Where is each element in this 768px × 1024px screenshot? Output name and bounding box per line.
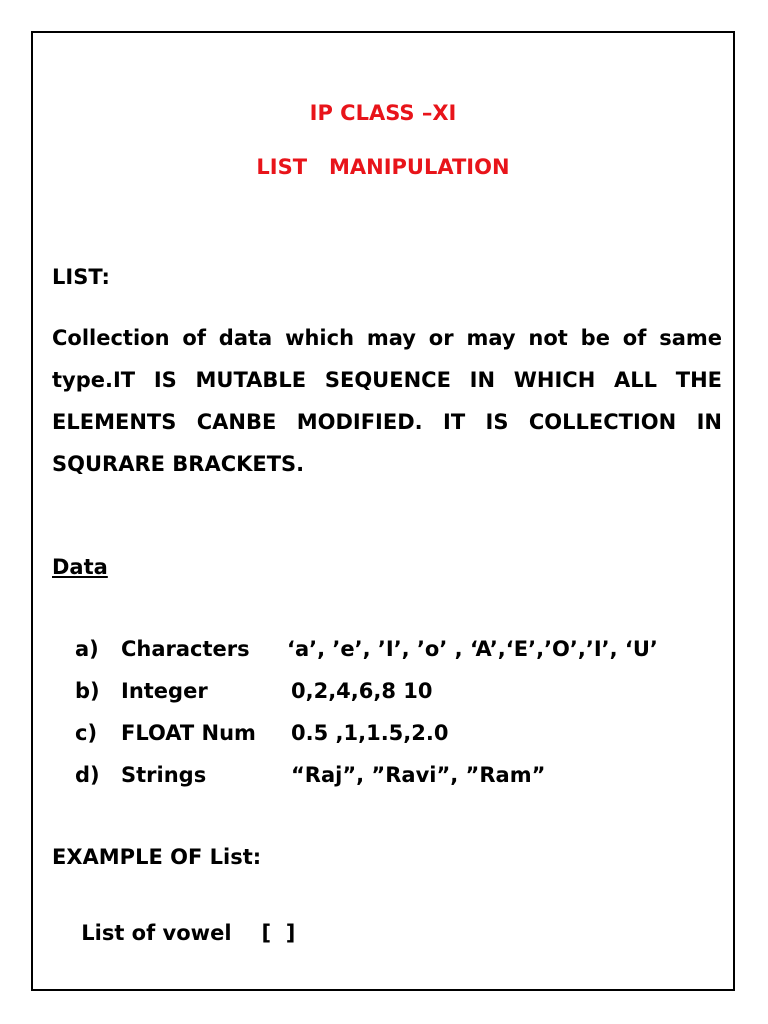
list-item-value: ‘a’, ’e’, ’I’, ’o’ , ‘A’,‘E’,’O’,’I’, ‘U’ xyxy=(287,637,658,661)
example-heading: EXAMPLE OF List: xyxy=(52,845,262,869)
document-page xyxy=(31,31,735,991)
data-list-item xyxy=(75,721,715,755)
data-list-item xyxy=(75,637,715,671)
list-definition-paragraph: Collection of data which may or may not be of same type.IT IS MUTABLE SEQUENCE IN WHICH ALL THE ELEMENTS CANBE MODIFIED. IT IS COLLECTION IN SQURARE BRACKETS. xyxy=(52,326,722,476)
data-list-item xyxy=(75,679,715,713)
data-list-item xyxy=(75,763,715,797)
list-item-value: “Raj”, ”Ravi”, ”Ram” xyxy=(291,763,546,787)
list-item-label: Integer xyxy=(121,679,208,703)
document-title: IP CLASS –XI xyxy=(309,101,457,125)
list-item-label: FLOAT Num xyxy=(121,721,256,745)
example-line xyxy=(52,897,295,969)
list-heading: LIST: xyxy=(52,265,110,289)
list-item-marker: d) xyxy=(75,763,100,787)
list-item-marker: b) xyxy=(75,679,100,703)
list-item-label: Strings xyxy=(121,763,207,787)
example-label: List of vowel xyxy=(81,921,232,945)
list-item-value: 0.5 ,1,1.5,2.0 xyxy=(291,721,449,745)
list-item-marker: c) xyxy=(75,721,98,745)
example-brackets: [ ] xyxy=(261,921,296,945)
document-subtitle: LIST MANIPULATION xyxy=(256,155,510,179)
list-item-label: Characters xyxy=(121,637,250,661)
list-item-value: 0,2,4,6,8 10 xyxy=(291,679,433,703)
list-item-marker: a) xyxy=(75,637,99,661)
data-heading: Data xyxy=(52,555,108,579)
